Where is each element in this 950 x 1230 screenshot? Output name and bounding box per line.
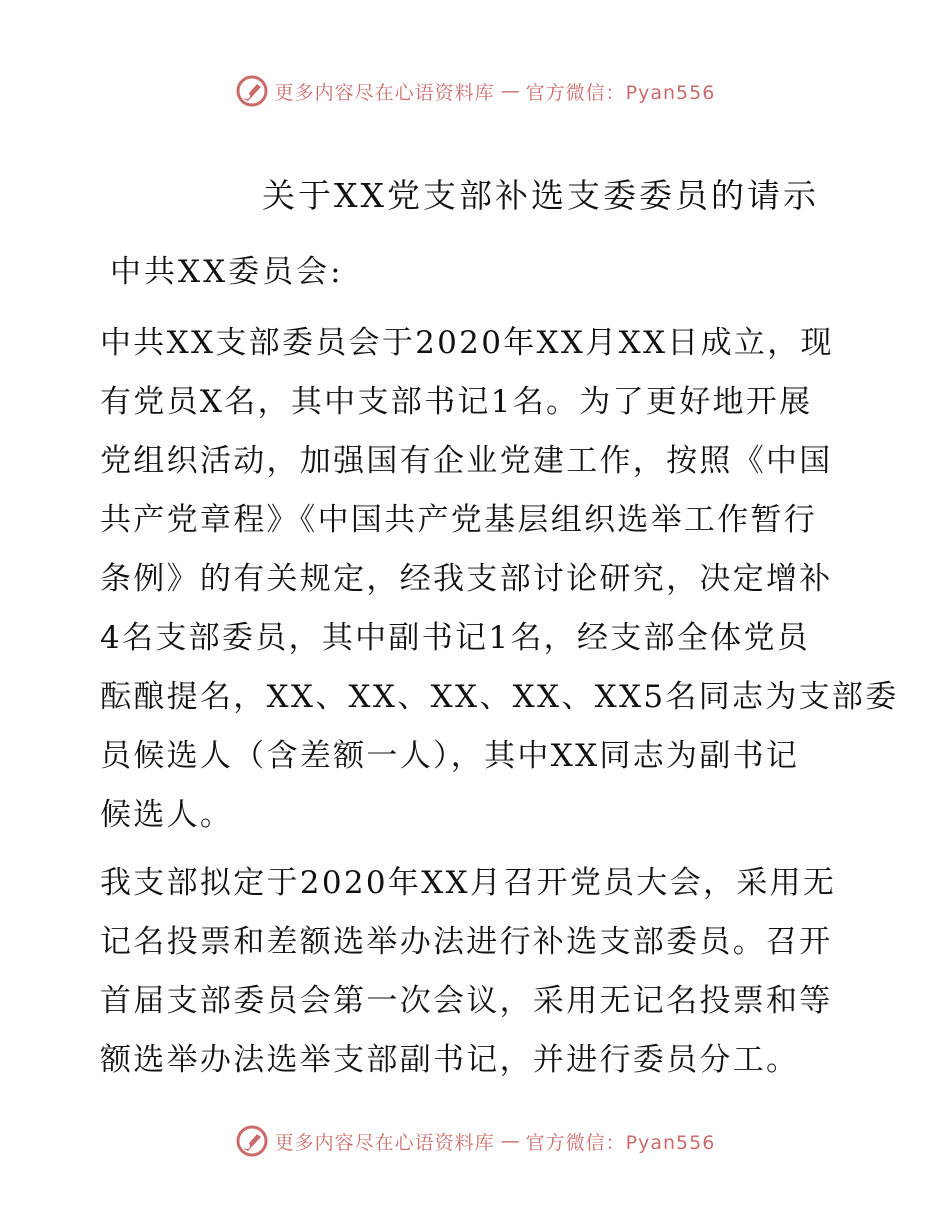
watermark-wechat: 官方微信：Pyan556 — [525, 1131, 716, 1154]
watermark-text: 更多内容尽在心语资料库 — [274, 81, 495, 104]
paragraph-line: 4名支部委员，其中副书记1名，经支部全体党员 — [100, 620, 811, 656]
pen-seal-icon — [235, 74, 269, 108]
footer-watermark — [0, 1124, 950, 1158]
body-paragraph-1 — [100, 314, 899, 845]
salutation: 中共XX委员会: — [110, 254, 344, 290]
header-watermark — [0, 74, 950, 108]
paragraph-line: 额选举办法选举支部副书记，并进行委员分工。 — [100, 1042, 800, 1078]
paragraph-line: 中共XX支部委员会于2020年XX月XX日成立，现 — [100, 325, 834, 361]
paragraph-line: 员候选人（含差额一人），其中XX同志为副书记 — [100, 738, 800, 774]
paragraph-line: 我支部拟定于2020年XX月召开党员大会，采用无 — [100, 865, 837, 901]
watermark-wechat: 官方微信：Pyan556 — [525, 81, 716, 104]
paragraph-line: 记名投票和差额选举办法进行补选支部委员。召开 — [100, 924, 833, 960]
watermark-dash: — — [500, 1130, 520, 1152]
paragraph-line: 共产党章程》《中国共产党基层组织选举工作暂行 — [100, 502, 818, 538]
paragraph-line: 首届支部委员会第一次会议，采用无记名投票和等 — [100, 983, 833, 1019]
paragraph-line: 党组织活动，加强国有企业党建工作，按照《中国 — [100, 443, 833, 479]
watermark-dash: — — [500, 80, 520, 102]
paragraph-line: 有党员X名，其中支部书记1名。为了更好地开展 — [100, 384, 813, 420]
watermark-text: 更多内容尽在心语资料库 — [274, 1131, 495, 1154]
paragraph-line: 条例》的有关规定，经我支部讨论研究，决定增补 — [100, 561, 833, 597]
pen-seal-icon — [235, 1124, 269, 1158]
body-paragraph-2 — [100, 854, 860, 1090]
document-title: 关于XX党支部补选支委委员的请示 — [262, 176, 819, 215]
paragraph-line: 候选人。 — [100, 797, 234, 833]
paragraph-line: 酝酿提名，XX、XX、XX、XX、XX5名同志为支部委 — [100, 679, 899, 715]
